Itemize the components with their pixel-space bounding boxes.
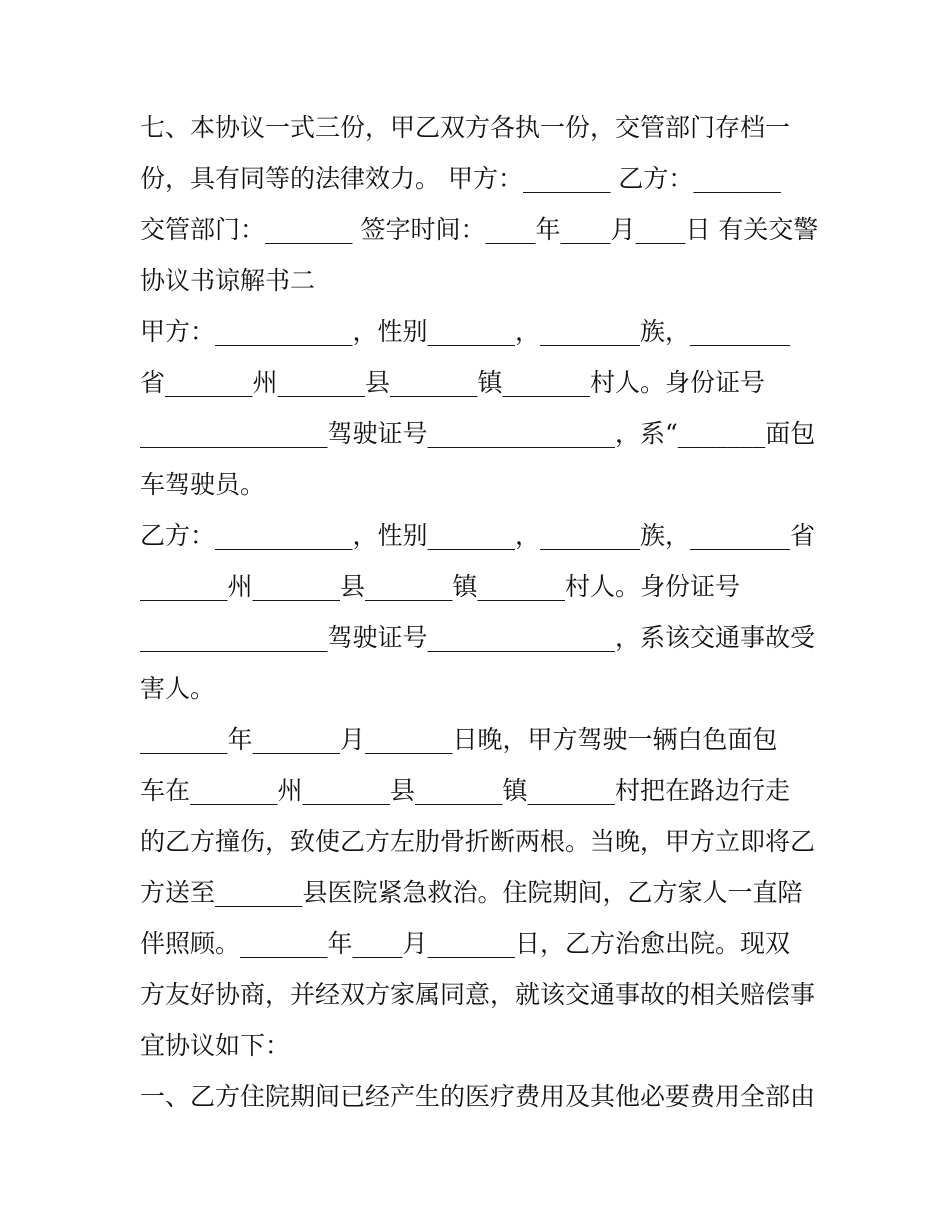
text-line: 方送至_______县医院紧急救治。住院期间，乙方家人一直陪 (140, 878, 803, 907)
text-line: _______________驾驶证号_______________，系“_______面包 (140, 419, 816, 448)
section-title: 协议书谅解书二 (140, 266, 316, 295)
text-line: _______________驾驶证号_______________，系该交通事故受 (140, 623, 816, 652)
text-line: 七、本协议一式三份，甲乙双方各执一份，交管部门存档一 (140, 113, 791, 142)
text-line: 交管部门：_______ 签字时间：____年____月____日 有关交警 (140, 215, 819, 244)
text-line: 省_______州_______县_______镇_______村人。身份证号 (140, 368, 766, 397)
text-line: 伴照顾。_______年____月_______日，乙方治愈出院。现双 (140, 929, 791, 958)
text-line: 的乙方撞伤，致使乙方左肋骨折断两根。当晚，甲方立即将乙 (140, 827, 816, 856)
text-line: 甲方：___________，性别_______，________族，________ (140, 317, 791, 346)
text-line: 车驾驶员。 (140, 470, 266, 499)
text-line: 害人。 (140, 674, 216, 703)
text-line: 车在_______州_______县_______镇_______村把在路边行走 (140, 776, 791, 805)
document-body (140, 102, 820, 1122)
text-line: 一、乙方住院期间已经产生的医疗费用及其他必要费用全部由 (140, 1082, 816, 1111)
text-line: 份，具有同等的法律效力。 甲方：_______ 乙方：_______ (140, 164, 781, 193)
text-line: _______年_______月_______日晚，甲方驾驶一辆白色面包 (140, 725, 778, 754)
text-line: _______州_______县_______镇_______村人。身份证号 (140, 572, 741, 601)
text-line: 方友好协商，并经双方家属同意，就该交通事故的相关赔偿事 (140, 980, 816, 1009)
text-line: 宜协议如下： (140, 1031, 291, 1060)
text-line: 乙方：___________，性别_______，________族，________省 (140, 521, 816, 550)
